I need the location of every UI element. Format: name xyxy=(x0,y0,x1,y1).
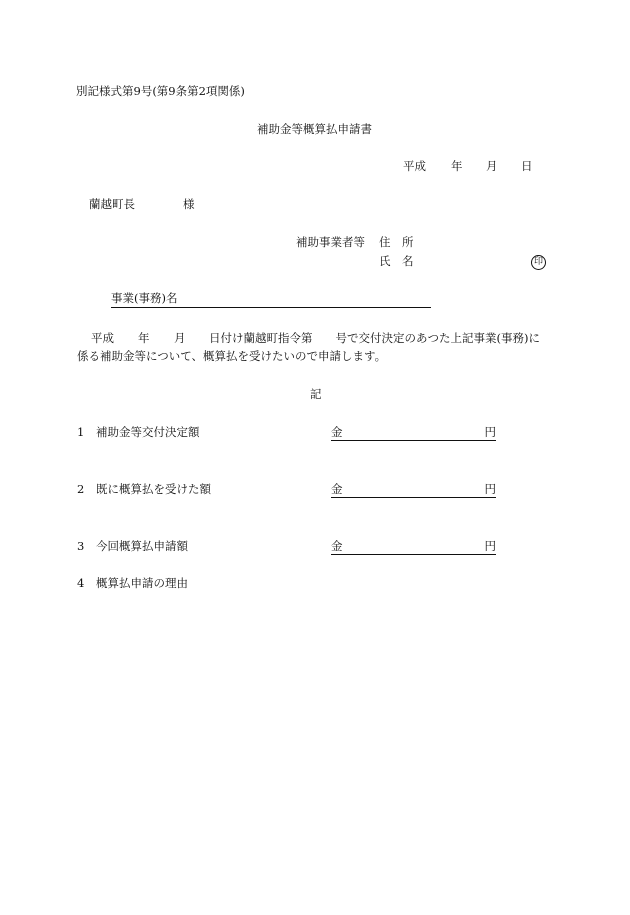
project-name-line xyxy=(111,293,431,308)
amount-prefix: 金 xyxy=(331,482,343,496)
amount-suffix: 円 xyxy=(484,425,496,439)
item-label: 既に概算払を受けた額 xyxy=(96,482,211,496)
body-year: 年 xyxy=(138,331,150,345)
body-line1-text: 日付け蘭越町指令第 号で交付決定のあつた上記事業(事務)に xyxy=(209,331,540,345)
amount-prefix: 金 xyxy=(331,425,343,439)
amount-line xyxy=(331,541,496,555)
item-label: 今回概算払申請額 xyxy=(96,539,188,553)
project-label: 事業(事務)名 xyxy=(111,291,178,305)
form-reference: 別記様式第9号(第9条第2項関係) xyxy=(76,84,245,98)
body-era: 平成 xyxy=(91,331,114,345)
item-number: 4 xyxy=(77,576,85,590)
item-number: 2 xyxy=(77,482,85,496)
ki-heading: 記 xyxy=(310,387,322,401)
date-month: 月 xyxy=(486,159,498,173)
amount-line xyxy=(331,427,496,441)
address-label: 住 所 xyxy=(379,235,414,249)
body-line2: 係る補助金等について、概算払を受けたいので申請します。 xyxy=(77,349,387,363)
body-month: 月 xyxy=(174,331,186,345)
date-day: 日 xyxy=(521,159,533,173)
amount-prefix: 金 xyxy=(331,539,343,553)
seal-mark: 印 xyxy=(531,255,546,270)
item-label: 補助金等交付決定額 xyxy=(96,425,200,439)
name-label: 氏 名 xyxy=(379,254,414,268)
addressee-honorific: 様 xyxy=(183,197,195,211)
date-year: 年 xyxy=(451,159,463,173)
date-era: 平成 xyxy=(403,159,426,173)
applicant-label: 補助事業者等 xyxy=(296,235,365,249)
amount-suffix: 円 xyxy=(484,539,496,553)
addressee-name: 蘭越町長 xyxy=(89,197,135,211)
amount-line xyxy=(331,484,496,498)
item-label: 概算払申請の理由 xyxy=(96,576,188,590)
document-title: 補助金等概算払申請書 xyxy=(257,122,372,136)
item-number: 3 xyxy=(77,539,85,553)
amount-suffix: 円 xyxy=(484,482,496,496)
item-number: 1 xyxy=(77,425,85,439)
